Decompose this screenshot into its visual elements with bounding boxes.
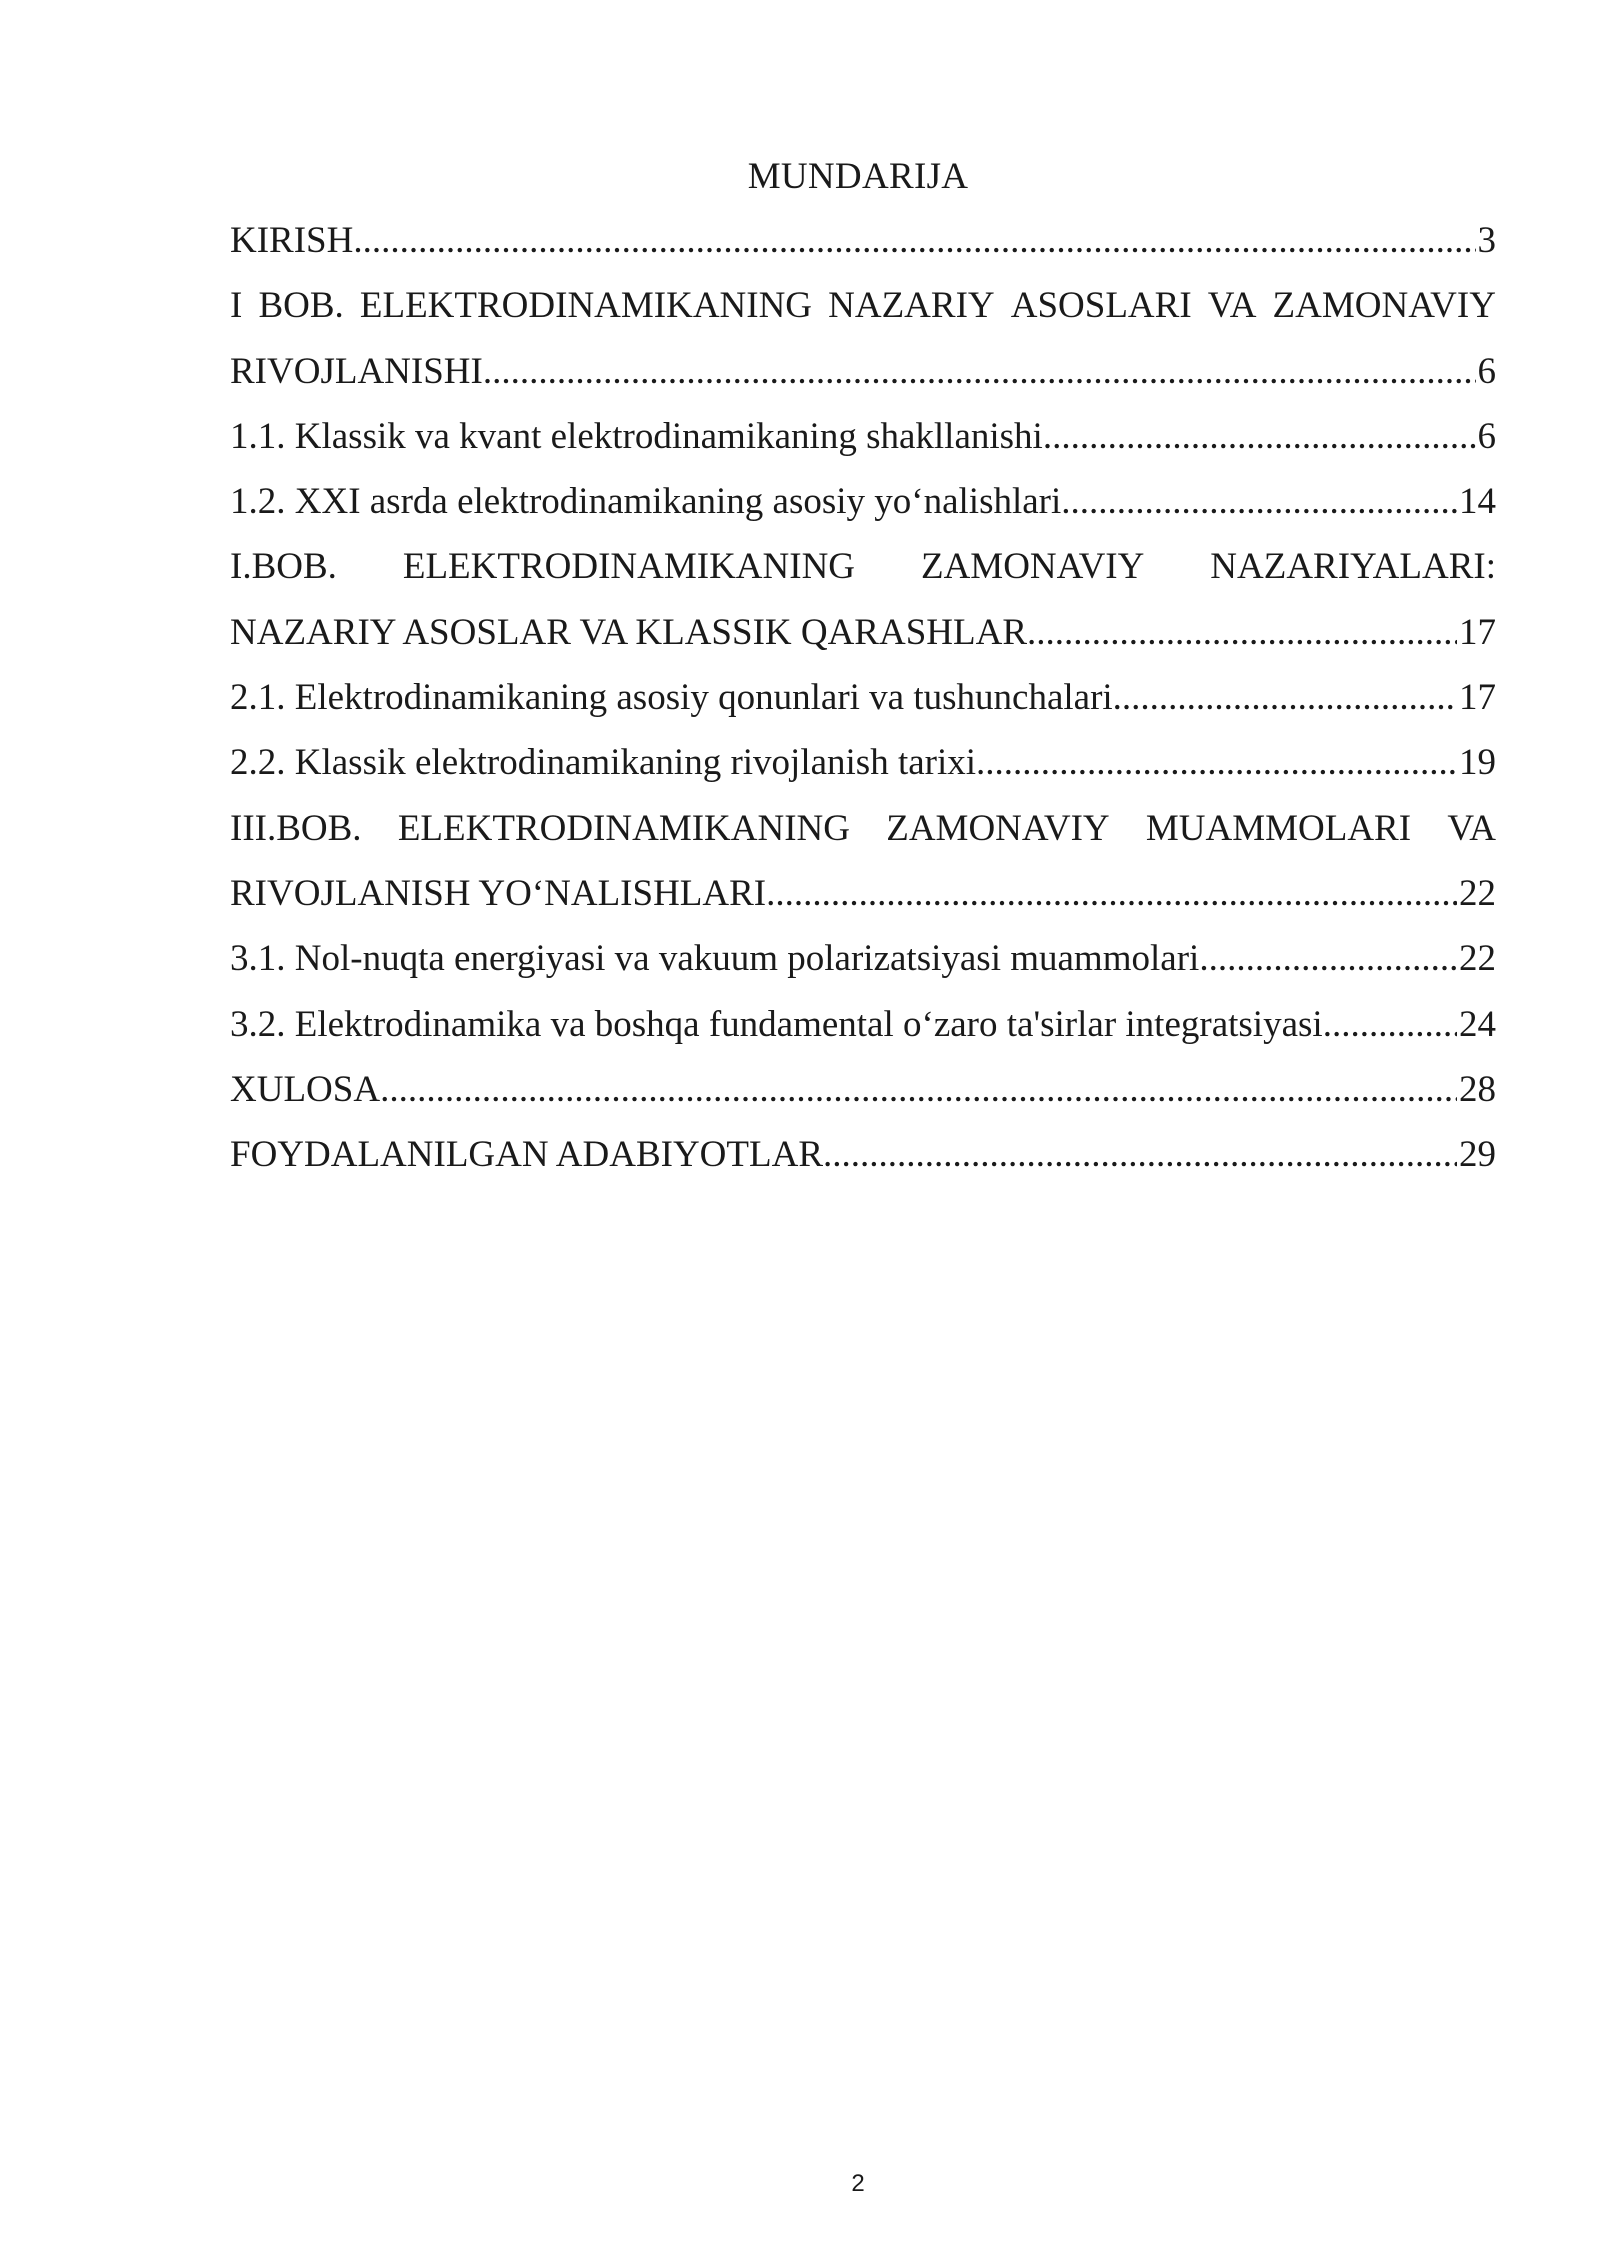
toc-word: NAZARIY xyxy=(828,285,995,327)
toc-entry-text: NAZARIY ASOSLAR VA KLASSIK QARASHLAR xyxy=(230,611,1027,653)
toc-entry-2-1[interactable] xyxy=(230,665,1496,730)
toc-word: NAZARIYALARI: xyxy=(1210,546,1496,588)
toc-entry-text: 2.2. Klassik elektrodinamikaning rivojlanish tarixi xyxy=(230,742,977,784)
dot-leader xyxy=(353,208,1475,273)
toc-entry-bob3-line1[interactable] xyxy=(230,796,1496,861)
toc-entry-bob2-line1[interactable] xyxy=(230,534,1496,599)
dot-leader xyxy=(380,1057,1457,1122)
toc-word: ZAMONAVIY xyxy=(886,807,1110,849)
toc-entry-bob1-line1[interactable] xyxy=(230,273,1496,338)
toc-heading: MUNDARIJA xyxy=(747,156,969,197)
toc-entry-page: 14 xyxy=(1459,481,1496,523)
toc-entry-page: 17 xyxy=(1459,677,1496,719)
dot-leader xyxy=(1323,992,1457,1057)
toc-word: BOB. xyxy=(258,285,344,327)
toc-entry-2-2[interactable] xyxy=(230,730,1496,795)
toc-entry-3-1[interactable] xyxy=(230,926,1496,991)
toc-word: MUAMMOLARI xyxy=(1145,807,1412,849)
toc-entry-xulosa[interactable] xyxy=(230,1057,1496,1122)
toc-word: I xyxy=(230,285,243,327)
toc-entry-page: 3 xyxy=(1477,220,1496,261)
dot-leader xyxy=(823,1122,1457,1187)
toc-entry-page: 17 xyxy=(1459,611,1496,653)
toc-word: ZAMONAVIY xyxy=(920,546,1145,588)
toc-entry-3-2[interactable] xyxy=(230,992,1496,1057)
toc-entry-page: 22 xyxy=(1459,872,1496,914)
toc-entry-bob1-line2[interactable] xyxy=(230,339,1496,404)
toc-word: III.BOB. xyxy=(230,807,362,849)
toc-word: ELEKTRODINAMIKANING xyxy=(359,285,813,327)
toc-entry-1-2[interactable] xyxy=(230,469,1496,534)
dot-leader xyxy=(976,730,1457,795)
toc-entry-bob3-line2[interactable] xyxy=(230,861,1496,926)
toc-entry-1-1[interactable] xyxy=(230,404,1496,469)
toc-word: ELEKTRODINAMIKANING xyxy=(402,546,856,588)
toc-entry-bob2-line2[interactable] xyxy=(230,600,1496,665)
toc-entry-text: 1.2. XXI asrda elektrodinamikaning asosiy yo‘nalishlari xyxy=(230,481,1062,523)
toc-entry-page: 28 xyxy=(1459,1068,1496,1110)
toc-entry-page: 6 xyxy=(1477,350,1496,392)
dot-leader xyxy=(1199,926,1457,991)
toc-entry-page: 24 xyxy=(1459,1003,1496,1045)
toc-entry-text: 1.1. Klassik va kvant elektrodinamikaning shakllanishi xyxy=(230,415,1043,457)
page-number: 2 xyxy=(851,2170,865,2197)
dot-leader xyxy=(1113,665,1457,730)
toc-word: ZAMONAVIY xyxy=(1272,285,1496,327)
toc-entry-text: RIVOJLANISHI xyxy=(230,350,483,392)
dot-leader xyxy=(483,339,1476,404)
toc-entry-text: KIRISH xyxy=(230,220,354,261)
toc-word: ELEKTRODINAMIKANING xyxy=(397,807,850,849)
table-of-contents xyxy=(230,208,1496,1187)
toc-entry-adabiyotlar[interactable] xyxy=(230,1122,1496,1187)
toc-entry-page: 19 xyxy=(1459,742,1496,784)
toc-entry-text: FOYDALANILGAN ADABIYOTLAR xyxy=(230,1134,823,1176)
dot-leader xyxy=(766,861,1457,926)
toc-entry-text: RIVOJLANISH YO‘NALISHLARI xyxy=(230,872,767,914)
toc-entry-page: 22 xyxy=(1459,938,1496,980)
toc-entry-page: 6 xyxy=(1477,415,1496,457)
toc-word: VA xyxy=(1447,807,1496,849)
toc-entry-text: 3.1. Nol-nuqta energiyasi va vakuum polarizatsiyasi muammolari xyxy=(230,938,1200,980)
dot-leader xyxy=(1043,404,1476,469)
dot-leader xyxy=(1027,600,1457,665)
toc-word: VA xyxy=(1207,285,1257,327)
toc-entry-kirish[interactable] xyxy=(230,208,1496,273)
dot-leader xyxy=(1061,469,1457,534)
toc-entry-page: 29 xyxy=(1459,1134,1496,1176)
toc-word: I.BOB. xyxy=(230,546,337,588)
toc-entry-text: XULOSA xyxy=(230,1068,381,1110)
toc-entry-text: 2.1. Elektrodinamikaning asosiy qonunlari va tushunchalari xyxy=(230,677,1113,719)
toc-entry-text: 3.2. Elektrodinamika va boshqa fundamental o‘zaro ta'sirlar integratsiyasi xyxy=(230,1003,1323,1045)
toc-word: ASOSLARI xyxy=(1010,285,1192,327)
